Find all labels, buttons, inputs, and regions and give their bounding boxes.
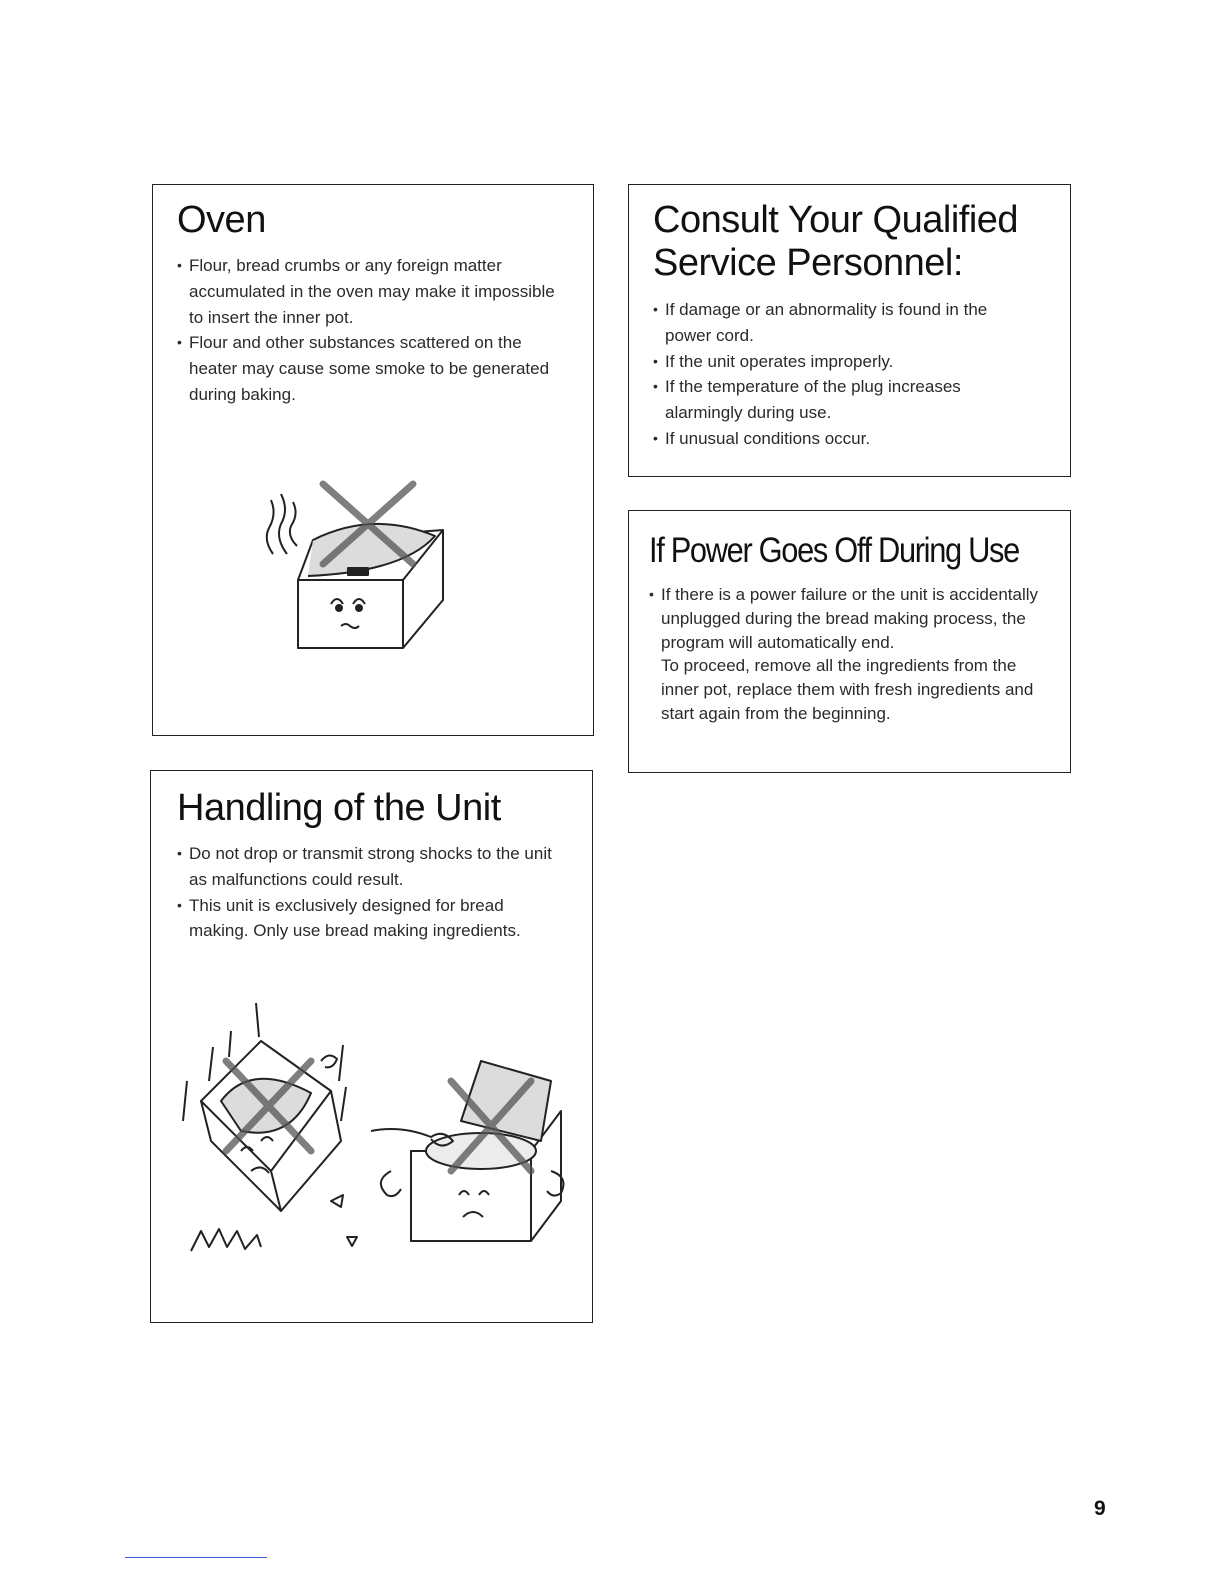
- list-item: • If the temperature of the plug increases alarmingly during use.: [653, 377, 961, 423]
- list-item: • If damage or an abnormality is found in the power cord.: [653, 300, 988, 345]
- power-list: [649, 583, 1044, 726]
- footer-rule: [125, 1557, 267, 1558]
- list-item: • If there is a power failure or the unit is accidentally unplugged during the bread making process, the program will automatically end.: [649, 585, 1039, 652]
- handling-list: [177, 841, 567, 944]
- oven-list: [177, 253, 567, 408]
- list-item: • Flour and other substances scattered on the heater may cause some smoke to be generated during baking.: [177, 333, 550, 404]
- service-list: [653, 297, 1038, 452]
- power-title: If Power Goes Off During Use: [649, 531, 1019, 570]
- oven-title: Oven: [177, 199, 266, 241]
- list-item: • This unit is exclusively designed for bread making. Only use bread making ingredients.: [177, 895, 521, 941]
- service-section: [628, 184, 1071, 477]
- spoon-in-unit-illustration: [371, 1051, 571, 1251]
- page-number: 9: [1094, 1497, 1106, 1520]
- power-continuation: To proceed, remove all the ingredients from the inner pot, replace them with fresh ingredients and start again from the beginning.: [661, 656, 1034, 723]
- list-item: • Flour, bread crumbs or any foreign matter accumulated in the oven may make it impossible to insert the inner pot.: [177, 256, 555, 327]
- power-section: [628, 510, 1071, 773]
- smoking-oven-illustration: [253, 480, 453, 650]
- dropped-unit-illustration: [171, 1001, 371, 1261]
- list-item: • If the unit operates improperly.: [653, 351, 894, 371]
- handling-section: [150, 770, 593, 1323]
- oven-section: [152, 184, 594, 736]
- list-item: • Do not drop or transmit strong shocks to the unit as malfunctions could result.: [177, 844, 552, 889]
- handling-title: Handling of the Unit: [177, 787, 501, 829]
- service-title: Consult Your Qualified Service Personnel:: [653, 199, 1019, 284]
- list-item: • If unusual conditions occur.: [653, 428, 871, 448]
